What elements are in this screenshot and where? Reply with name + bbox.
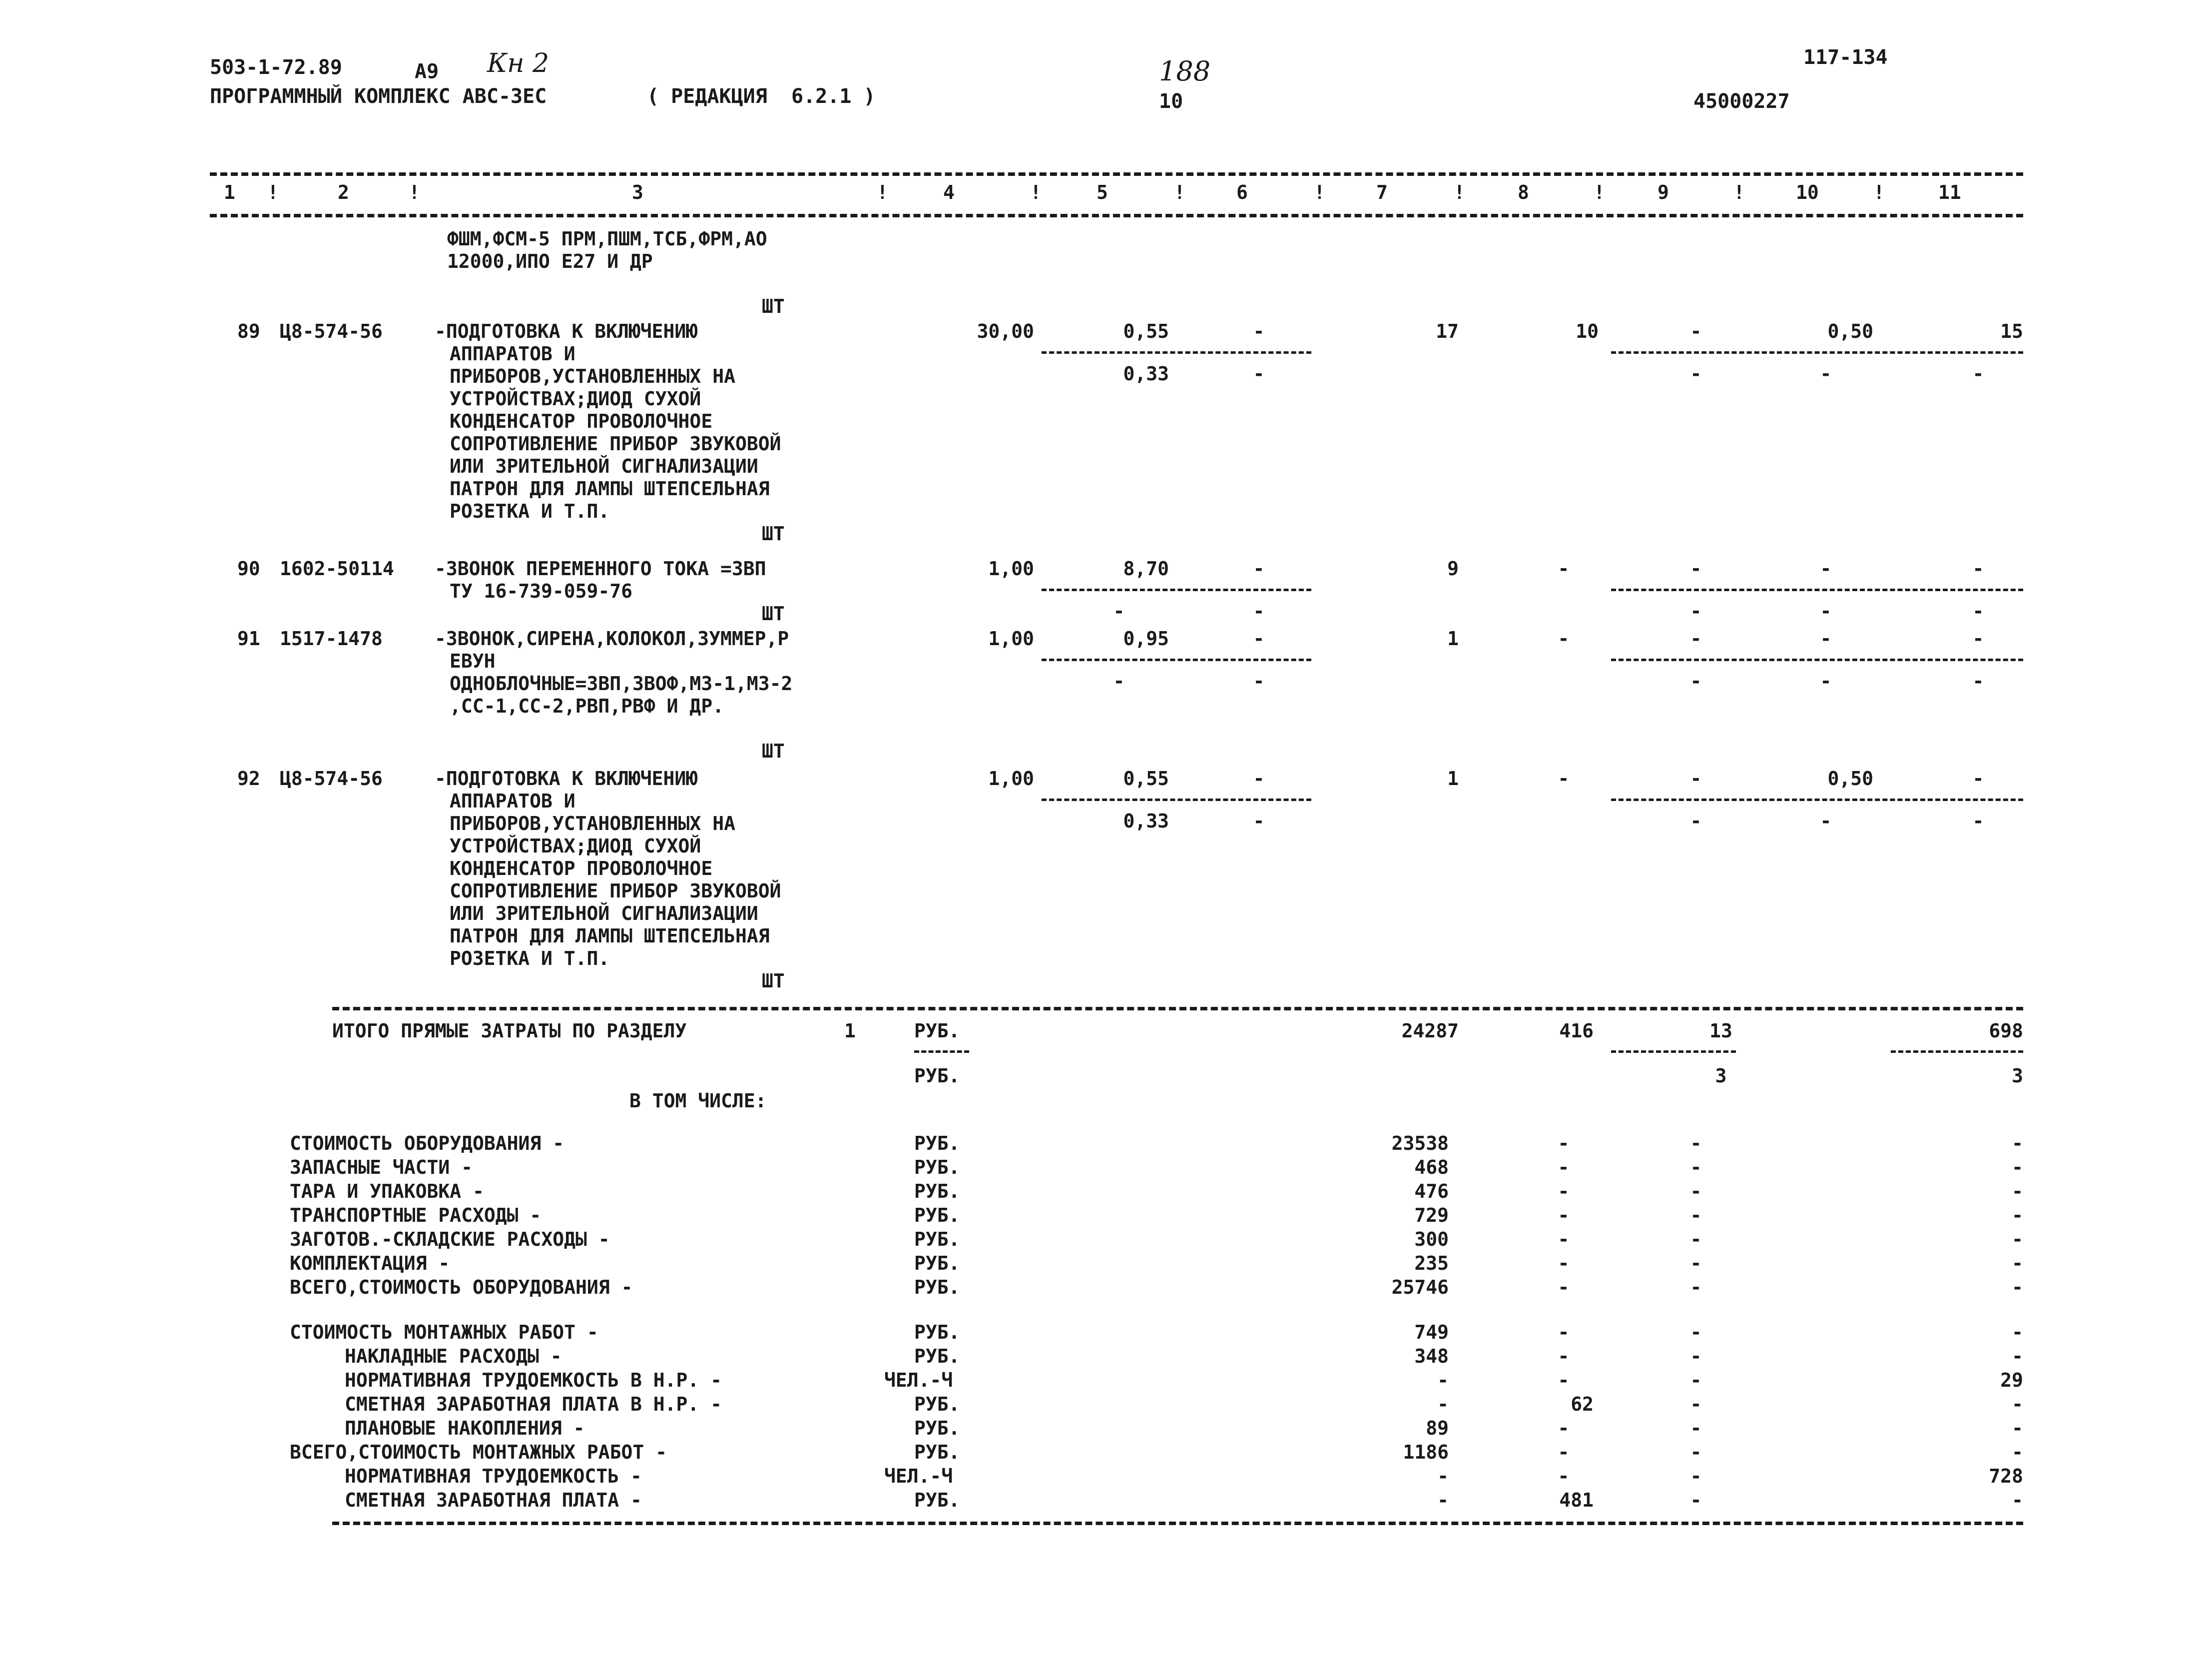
cell-col6-sub: -	[1253, 600, 1265, 622]
quantity-cell: 1,00	[988, 768, 1034, 790]
breakdown-unit: РУБ.	[914, 1393, 960, 1415]
breakdown-col8: -	[1558, 1156, 1570, 1178]
totals-col9: 13	[1709, 1020, 1732, 1042]
cell-col10: -	[1820, 558, 1832, 580]
item-description: КОНДЕНСАТОР ПРОВОЛОЧНОЕ	[450, 857, 713, 879]
cell-col9: -	[1690, 628, 1702, 650]
breakdown-unit: РУБ.	[914, 1228, 960, 1250]
breakdown-label: ТАРА И УПАКОВКА -	[290, 1180, 484, 1202]
cell-col8: -	[1558, 628, 1570, 650]
cell-col6: -	[1253, 320, 1265, 342]
cell-col9-sub: -	[1690, 670, 1702, 692]
breakdown-col7: 1186	[1403, 1441, 1449, 1463]
breakdown-col7: 749	[1414, 1321, 1449, 1343]
column-header: 6	[1236, 181, 1248, 203]
breakdown-unit: РУБ.	[914, 1132, 960, 1154]
item-description: УСТРОЙСТВАХ;ДИОД СУХОЙ	[450, 388, 701, 410]
breakdown-unit: РУБ.	[914, 1204, 960, 1226]
unit-price-sub-cell: 0,33	[1123, 363, 1169, 385]
cell-col11-sub: -	[1972, 600, 1984, 622]
page-number: 10	[1159, 90, 1183, 113]
item-description: -ЗВОНОК,СИРЕНА,КОЛОКОЛ,ЗУММЕР,Р	[435, 628, 789, 650]
breakdown-unit: РУБ.	[914, 1345, 960, 1367]
breakdown-col7: 25746	[1391, 1276, 1449, 1298]
cell-col10: 0,50	[1827, 768, 1873, 790]
breakdown-col9: -	[1690, 1417, 1702, 1439]
item-description: ИЛИ ЗРИТЕЛЬНОЙ СИГНАЛИЗАЦИИ	[450, 455, 758, 477]
breakdown-col7: 468	[1414, 1156, 1449, 1178]
totals-unit-sub: РУБ.	[914, 1065, 960, 1087]
cell-col10: 0,50	[1827, 320, 1873, 342]
breakdown-col11: -	[2012, 1156, 2023, 1178]
item-description: УСТРОЙСТВАХ;ДИОД СУХОЙ	[450, 835, 701, 857]
item-description: ИЛИ ЗРИТЕЛЬНОЙ СИГНАЛИЗАЦИИ	[450, 902, 758, 924]
breakdown-col11: 728	[1989, 1465, 2023, 1487]
breakdown-unit: РУБ.	[914, 1252, 960, 1274]
breakdown-label: ВСЕГО,СТОИМОСТЬ МОНТАЖНЫХ РАБОТ -	[290, 1441, 667, 1463]
page-number-handwritten: 188	[1159, 55, 1211, 87]
cell-divider	[1891, 1050, 2023, 1053]
item-description: ОДНОБЛОЧНЫЕ=ЗВП,ЗВОФ,МЗ-1,МЗ-2	[450, 673, 793, 695]
breakdown-col7: 23538	[1391, 1132, 1449, 1154]
totals-label: ИТОГО ПРЯМЫЕ ЗАТРАТЫ ПО РАЗДЕЛУ	[332, 1020, 687, 1042]
breakdown-col8: -	[1558, 1417, 1570, 1439]
breakdown-col9: -	[1690, 1252, 1702, 1274]
column-header: 8	[1518, 181, 1529, 203]
breakdown-label: КОМПЛЕКТАЦИЯ -	[290, 1252, 450, 1274]
totals-section: 1	[844, 1020, 856, 1042]
cell-col11-sub: -	[1972, 810, 1984, 832]
item-description: КОНДЕНСАТОР ПРОВОЛОЧНОЕ	[450, 410, 713, 432]
order-number: 45000227	[1693, 90, 1790, 113]
column-header-rule	[210, 214, 2023, 217]
sheet-range: 117-134	[1803, 46, 1888, 69]
breakdown-col7: 348	[1414, 1345, 1449, 1367]
item-number: 89	[237, 320, 260, 342]
breakdown-unit: ЧЕЛ.-Ч	[884, 1369, 953, 1391]
item-description: ТУ 16-739-059-76	[450, 580, 633, 602]
breakdown-col9: -	[1690, 1132, 1702, 1154]
including-label: В ТОМ ЧИСЛЕ:	[629, 1090, 767, 1112]
breakdown-col9: -	[1690, 1228, 1702, 1250]
cell-divider	[1611, 1050, 1736, 1053]
cell-divider	[1042, 351, 1311, 354]
unit-price-cell: 0,95	[1123, 628, 1169, 650]
breakdown-col9: -	[1690, 1156, 1702, 1178]
item-number: 91	[237, 628, 260, 650]
table-top-rule	[210, 172, 2023, 176]
cell-col11-sub: -	[1972, 363, 1984, 385]
item-description: -ПОДГОТОВКА К ВКЛЮЧЕНИЮ	[435, 320, 698, 342]
unit-price-sub-cell: -	[1113, 670, 1125, 692]
totals-col7: 24287	[1401, 1020, 1459, 1042]
unit-price-sub-cell: 0,33	[1123, 810, 1169, 832]
item-description: СОПРОТИВЛЕНИЕ ПРИБОР ЗВУКОВОЙ	[450, 433, 781, 455]
breakdown-label: ЗАГОТОВ.-СКЛАДСКИЕ РАСХОДЫ -	[290, 1228, 610, 1250]
continued-description: ФШМ,ФСМ-5 ПРМ,ПШМ,ТСБ,ФРМ,АО	[447, 228, 767, 250]
unit-price-cell: 0,55	[1123, 320, 1169, 342]
total-cell: 17	[1436, 320, 1459, 342]
breakdown-col11: -	[2012, 1489, 2023, 1511]
cell-col9-sub: -	[1690, 600, 1702, 622]
column-separator: !	[409, 181, 420, 203]
item-description: АППАРАТОВ И	[450, 790, 575, 812]
unit-price-cell: 8,70	[1123, 558, 1169, 580]
totals-unit: РУБ.	[914, 1020, 960, 1042]
unit-label: ШТ	[762, 523, 785, 545]
cell-col6-sub: -	[1253, 363, 1265, 385]
column-header: 7	[1376, 181, 1388, 203]
breakdown-col9: -	[1690, 1393, 1702, 1415]
breakdown-col7: 300	[1414, 1228, 1449, 1250]
breakdown-col9: -	[1690, 1180, 1702, 1202]
cell-divider	[1611, 659, 2023, 661]
cell-col11: -	[1972, 558, 1984, 580]
cell-divider	[1042, 799, 1311, 801]
breakdown-col8: -	[1558, 1252, 1570, 1274]
breakdown-col8: -	[1558, 1441, 1570, 1463]
breakdown-col7: 235	[1414, 1252, 1449, 1274]
breakdown-col8: -	[1558, 1180, 1570, 1202]
breakdown-col8: -	[1558, 1321, 1570, 1343]
column-separator: !	[1174, 181, 1185, 203]
cell-col9: -	[1690, 558, 1702, 580]
breakdown-label: ПЛАНОВЫЕ НАКОПЛЕНИЯ -	[345, 1417, 585, 1439]
breakdown-col7: -	[1437, 1369, 1449, 1391]
cell-col10-sub: -	[1820, 670, 1832, 692]
column-separator: !	[1314, 181, 1325, 203]
breakdown-col9: -	[1690, 1465, 1702, 1487]
breakdown-col8: 62	[1571, 1393, 1594, 1415]
cell-divider	[1042, 589, 1311, 591]
unit-label: ШТ	[762, 603, 785, 625]
cell-col10: -	[1820, 628, 1832, 650]
item-number: 92	[237, 768, 260, 790]
cell-col8: 10	[1576, 320, 1599, 342]
breakdown-col11: -	[2012, 1321, 2023, 1343]
column-separator: !	[877, 181, 888, 203]
column-header: 4	[943, 181, 955, 203]
cell-col10-sub: -	[1820, 600, 1832, 622]
program-name: ПРОГРАММНЫЙ КОМПЛЕКС АВС-3ЕС	[210, 85, 547, 108]
column-separator: !	[1733, 181, 1745, 203]
item-description: ЕВУН	[450, 650, 496, 672]
breakdown-col7: -	[1437, 1465, 1449, 1487]
column-separator: !	[1594, 181, 1605, 203]
breakdown-unit: РУБ.	[914, 1441, 960, 1463]
item-description: ,СС-1,СС-2,РВП,РВФ И ДР.	[450, 695, 724, 717]
breakdown-label: НАКЛАДНЫЕ РАСХОДЫ -	[345, 1345, 562, 1367]
column-header: 1	[224, 181, 235, 203]
cell-divider	[1611, 351, 2023, 354]
breakdown-unit: РУБ.	[914, 1276, 960, 1298]
breakdown-col11: -	[2012, 1345, 2023, 1367]
breakdown-label: ВСЕГО,СТОИМОСТЬ ОБОРУДОВАНИЯ -	[290, 1276, 633, 1298]
breakdown-label: НОРМАТИВНАЯ ТРУДОЕМКОСТЬ -	[345, 1465, 642, 1487]
breakdown-col11: -	[2012, 1252, 2023, 1274]
breakdown-col8: -	[1558, 1228, 1570, 1250]
breakdown-col7: -	[1437, 1489, 1449, 1511]
cell-col9: -	[1690, 320, 1702, 342]
breakdown-unit: РУБ.	[914, 1489, 960, 1511]
totals-col11: 698	[1989, 1020, 2023, 1042]
continued-description: 12000,ИПО Е27 И ДР	[447, 250, 653, 272]
breakdown-label: СТОИМОСТЬ ОБОРУДОВАНИЯ -	[290, 1132, 564, 1154]
column-separator: !	[267, 181, 279, 203]
cell-col11: -	[1972, 628, 1984, 650]
breakdown-col11: -	[2012, 1417, 2023, 1439]
cell-divider	[914, 1050, 969, 1053]
breakdown-col9: -	[1690, 1489, 1702, 1511]
totals-col8: 416	[1559, 1020, 1594, 1042]
breakdown-label: ТРАНСПОРТНЫЕ РАСХОДЫ -	[290, 1204, 542, 1226]
quantity-cell: 30,00	[977, 320, 1034, 342]
breakdown-label: СМЕТНАЯ ЗАРАБОТНАЯ ПЛАТА -	[345, 1489, 642, 1511]
breakdown-col9: -	[1690, 1276, 1702, 1298]
column-header: 2	[338, 181, 349, 203]
cell-col6-sub: -	[1253, 810, 1265, 832]
breakdown-label: СМЕТНАЯ ЗАРАБОТНАЯ ПЛАТА В Н.Р. -	[345, 1393, 722, 1415]
breakdown-col11: -	[2012, 1276, 2023, 1298]
cell-col10-sub: -	[1820, 363, 1832, 385]
cell-divider	[1611, 799, 2023, 801]
cell-col9-sub: -	[1690, 810, 1702, 832]
total-cell: 1	[1447, 768, 1459, 790]
column-header: 3	[632, 181, 643, 203]
breakdown-col7: 476	[1414, 1180, 1449, 1202]
breakdown-col8: -	[1558, 1204, 1570, 1226]
total-cell: 1	[1447, 628, 1459, 650]
breakdown-col7: -	[1437, 1393, 1449, 1415]
unit-label: ШТ	[762, 970, 785, 992]
item-description: ПРИБОРОВ,УСТАНОВЛЕННЫХ НА	[450, 813, 735, 834]
total-cell: 9	[1447, 558, 1459, 580]
cell-col6: -	[1253, 768, 1265, 790]
breakdown-col7: 89	[1426, 1417, 1449, 1439]
breakdown-label: ЗАПАСНЫЕ ЧАСТИ -	[290, 1156, 473, 1178]
breakdown-unit: РУБ.	[914, 1321, 960, 1343]
item-code: 1517-1478	[280, 628, 383, 650]
breakdown-col8: -	[1558, 1465, 1570, 1487]
breakdown-col11: -	[2012, 1441, 2023, 1463]
cell-col9-sub: -	[1690, 363, 1702, 385]
breakdown-col9: -	[1690, 1321, 1702, 1343]
column-header: 10	[1796, 181, 1819, 203]
column-separator: !	[1873, 181, 1885, 203]
book-mark: Кн 2	[487, 48, 550, 78]
breakdown-col8: -	[1558, 1132, 1570, 1154]
breakdown-col11: -	[2012, 1132, 2023, 1154]
breakdown-col9: -	[1690, 1441, 1702, 1463]
breakdown-unit: РУБ.	[914, 1156, 960, 1178]
item-number: 90	[237, 558, 260, 580]
item-description: ПАТРОН ДЛЯ ЛАМПЫ ШТЕПСЕЛЬНАЯ	[450, 925, 770, 947]
breakdown-col11: 29	[2000, 1369, 2023, 1391]
breakdown-col11: -	[2012, 1393, 2023, 1415]
breakdown-col11: -	[2012, 1180, 2023, 1202]
item-code: 1602-50114	[280, 558, 394, 580]
item-description: АППАРАТОВ И	[450, 343, 575, 365]
breakdown-unit: РУБ.	[914, 1180, 960, 1202]
cell-divider	[1042, 659, 1311, 661]
cell-col10-sub: -	[1820, 810, 1832, 832]
item-code: Ц8-574-56	[280, 320, 383, 342]
unit-price-cell: 0,55	[1123, 768, 1169, 790]
item-description: ПРИБОРОВ,УСТАНОВЛЕННЫХ НА	[450, 365, 735, 387]
unit-price-sub-cell: -	[1113, 600, 1125, 622]
quantity-cell: 1,00	[988, 558, 1034, 580]
breakdown-label: НОРМАТИВНАЯ ТРУДОЕМКОСТЬ В Н.Р. -	[345, 1369, 722, 1391]
table-bottom-rule	[332, 1522, 2023, 1525]
item-description: РОЗЕТКА И Т.П.	[450, 947, 610, 969]
cell-col6-sub: -	[1253, 670, 1265, 692]
breakdown-unit: ЧЕЛ.-Ч	[884, 1465, 953, 1487]
breakdown-label: СТОИМОСТЬ МОНТАЖНЫХ РАБОТ -	[290, 1321, 598, 1343]
program-edition: ( РЕДАКЦИЯ 6.2.1 )	[647, 85, 876, 108]
breakdown-col11: -	[2012, 1204, 2023, 1226]
cell-col9: -	[1690, 768, 1702, 790]
album-mark: А9	[415, 60, 439, 83]
doc-code: 503-1-72.89	[210, 56, 342, 79]
totals-col9-sub: 3	[1715, 1065, 1727, 1087]
breakdown-col8: -	[1558, 1276, 1570, 1298]
breakdown-unit: РУБ.	[914, 1417, 960, 1439]
breakdown-col11: -	[2012, 1228, 2023, 1250]
cell-col11: 15	[2000, 320, 2023, 342]
column-separator: !	[1454, 181, 1465, 203]
cell-col11: -	[1972, 768, 1984, 790]
item-description: -ПОДГОТОВКА К ВКЛЮЧЕНИЮ	[435, 768, 698, 790]
cell-col6: -	[1253, 558, 1265, 580]
cell-col8: -	[1558, 768, 1570, 790]
unit-label: ШТ	[762, 295, 785, 317]
cell-col8: -	[1558, 558, 1570, 580]
item-description: СОПРОТИВЛЕНИЕ ПРИБОР ЗВУКОВОЙ	[450, 880, 781, 902]
item-description: РОЗЕТКА И Т.П.	[450, 500, 610, 522]
cell-divider	[1611, 589, 2023, 591]
item-code: Ц8-574-56	[280, 768, 383, 790]
item-description: ПАТРОН ДЛЯ ЛАМПЫ ШТЕПСЕЛЬНАЯ	[450, 478, 770, 500]
column-separator: !	[1030, 181, 1042, 203]
breakdown-col8: -	[1558, 1369, 1570, 1391]
cell-col6: -	[1253, 628, 1265, 650]
column-header: 9	[1658, 181, 1669, 203]
breakdown-col7: 729	[1414, 1204, 1449, 1226]
column-header: 11	[1938, 181, 1961, 203]
unit-label: ШТ	[762, 740, 785, 762]
breakdown-col9: -	[1690, 1369, 1702, 1391]
breakdown-col9: -	[1690, 1204, 1702, 1226]
totals-col11-sub: 3	[2012, 1065, 2023, 1087]
column-header: 5	[1097, 181, 1108, 203]
quantity-cell: 1,00	[988, 628, 1034, 650]
breakdown-col8: -	[1558, 1345, 1570, 1367]
breakdown-col8: 481	[1559, 1489, 1594, 1511]
totals-rule	[332, 1007, 2023, 1010]
cell-col11-sub: -	[1972, 670, 1984, 692]
breakdown-col9: -	[1690, 1345, 1702, 1367]
item-description: -ЗВОНОК ПЕРЕМЕННОГО ТОКА =ЗВП	[435, 558, 766, 580]
